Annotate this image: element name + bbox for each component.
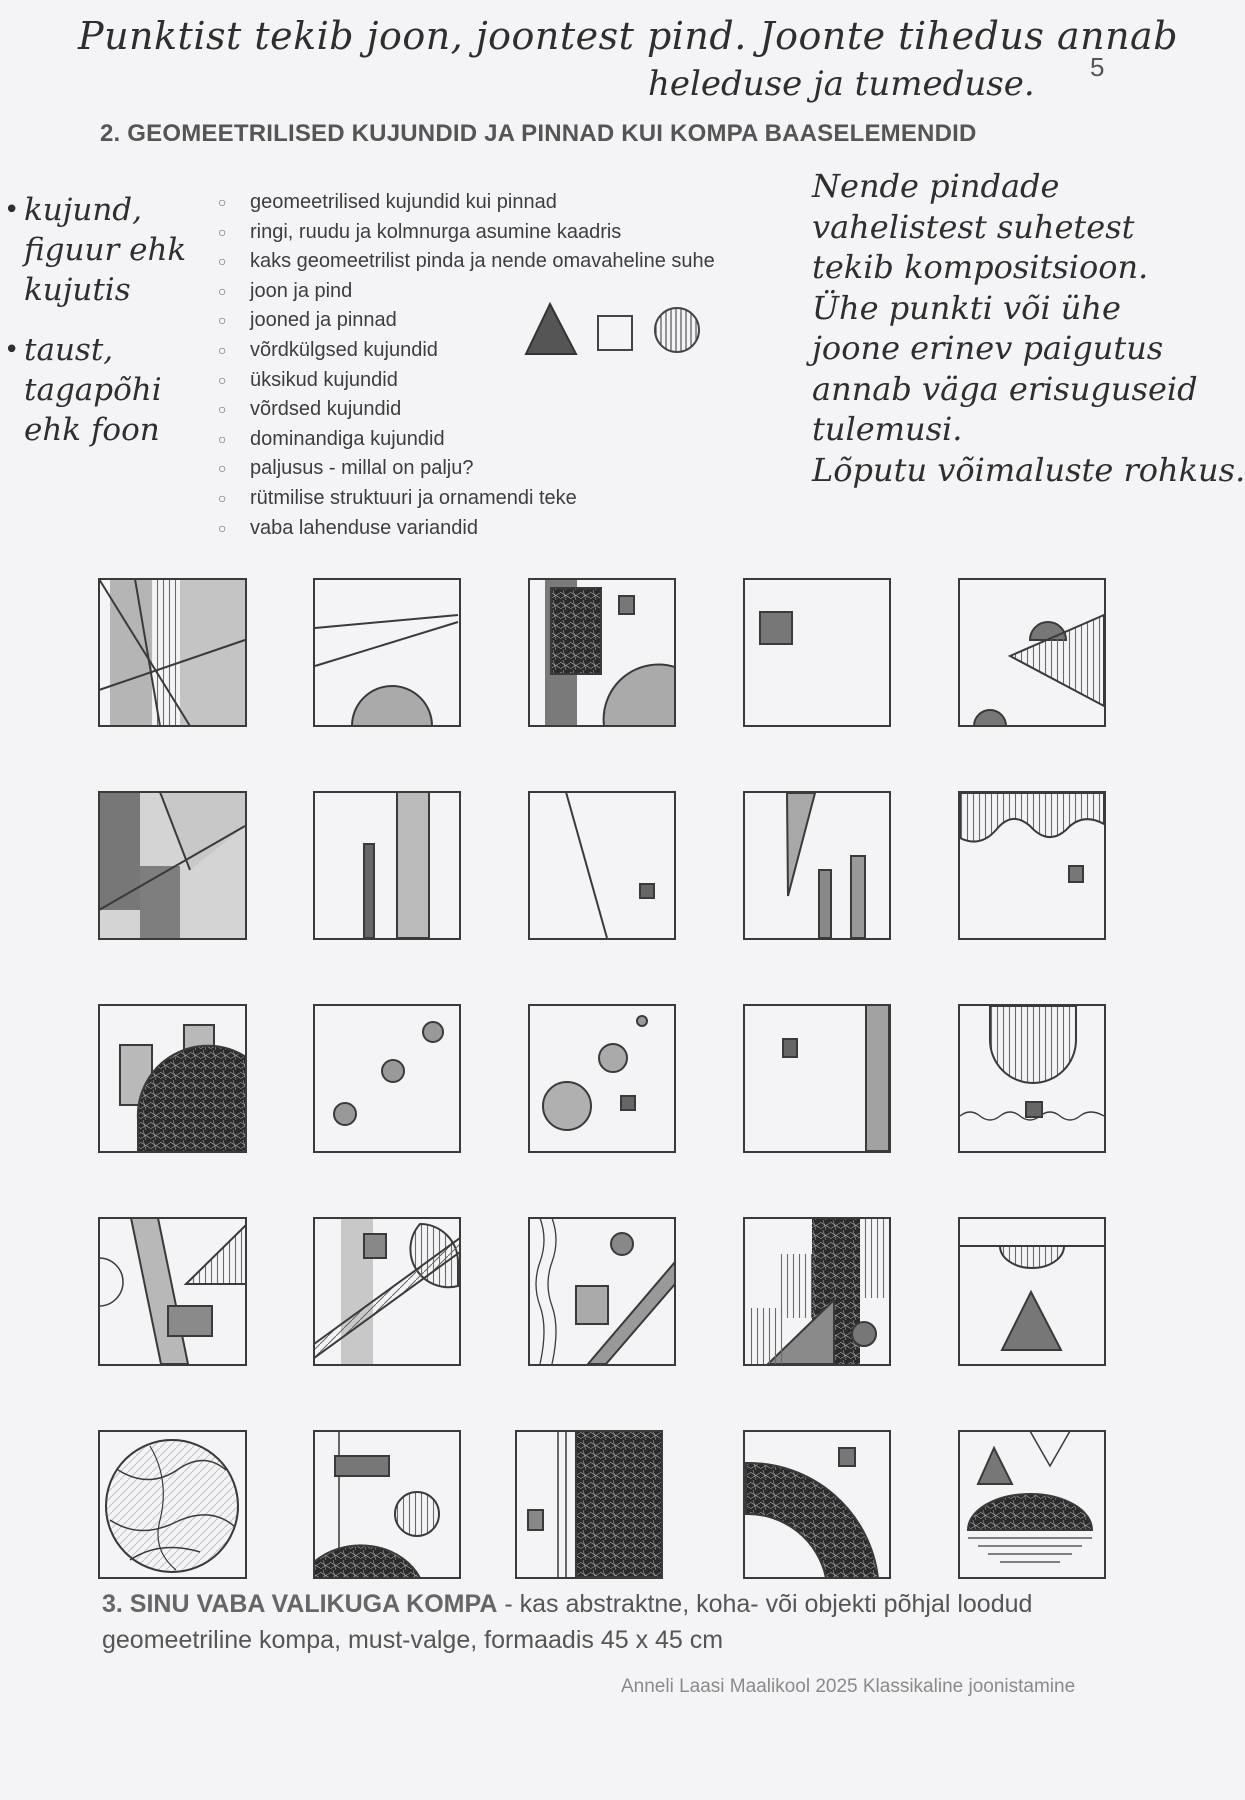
circle-bullet-icon: ○: [218, 371, 227, 388]
composition-1-5: [959, 579, 1105, 726]
composition-2-5: [959, 792, 1105, 939]
list-item-text: paljusus - millal on palju?: [250, 457, 474, 480]
right-note-line: Nende pindade: [812, 167, 1060, 205]
section-title: 2. GEOMEETRILISED KUJUNDID JA PINNAD KUI KOMPA BAASELEMENDID: [100, 120, 977, 147]
composition-4-2: [314, 1218, 460, 1365]
composition-5-4: [744, 1431, 890, 1578]
composition-5-1: [99, 1431, 246, 1578]
composition-3-1: [99, 1005, 246, 1152]
right-note-line: Ühe punkti või ühe: [812, 288, 1121, 327]
composition-3-4: [744, 1005, 890, 1152]
circle-bullet-icon: ○: [218, 341, 227, 358]
handwritten-note-top-line-2: heleduse ja tumeduse.: [648, 64, 1035, 104]
list-item-text: jooned ja pinnad: [250, 309, 397, 332]
composition-2-4: [744, 792, 890, 939]
list-item-text: dominandiga kujundid: [250, 427, 445, 450]
page-number: 5: [1090, 52, 1105, 82]
handwritten-note-top-line-1: Punktist tekib joon, joontest pind. Joonte tihedus annab: [78, 14, 1179, 58]
composition-1-3: [529, 579, 675, 726]
composition-4-3: [529, 1218, 675, 1365]
list-item-text: võrdkülgsed kujundid: [250, 338, 438, 361]
circle-bullet-icon: ○: [218, 282, 227, 299]
circle-bullet-icon: ○: [218, 223, 227, 240]
composition-5-2: [314, 1431, 460, 1578]
composition-3-2: [314, 1005, 460, 1152]
assignment-3-title: 3. SINU VABA VALIKUGA KOMPA: [102, 1590, 498, 1618]
composition-4-1: [99, 1218, 246, 1365]
composition-3-3: [529, 1005, 675, 1152]
margin-note-text: taust, tagapõhi ehk foon: [24, 332, 162, 448]
dot-bullet-icon: •: [4, 195, 20, 225]
right-note-line: tekib kompositsioon.: [812, 248, 1149, 286]
margin-note-text: kujund, figuur ehk kujutis: [24, 192, 187, 308]
composition-4-4: [744, 1218, 890, 1365]
composition-2-3: [529, 792, 675, 939]
right-note-line: Lõputu võimaluste rohkus.: [812, 450, 1245, 489]
composition-4-5: [959, 1218, 1105, 1365]
credit-line: Anneli Laasi Maalikool 2025 Klassikaline joonistamine: [621, 1676, 1076, 1697]
list-item-text: joon ja pind: [250, 279, 353, 302]
circle-bullet-icon: ○: [218, 489, 227, 506]
circle-bullet-icon: ○: [218, 430, 227, 447]
right-note-line: joone erinev paigutus: [812, 329, 1164, 367]
assignment-3-text: - kas abstraktne, koha- või objekti põhjal loodud geomeetriline kompa, must-valge, formaadis 45 x 45 cm: [102, 1590, 1033, 1654]
list-item-text: üksikud kujundid: [250, 368, 398, 391]
right-note-line: vahelistest suhetest: [812, 207, 1135, 246]
circle-bullet-icon: ○: [218, 401, 227, 418]
circle-bullet-icon: ○: [218, 460, 227, 477]
composition-1-2: [314, 579, 460, 726]
composition-2-1: [99, 792, 246, 939]
circle-bullet-icon: ○: [218, 519, 227, 536]
composition-5-5: [959, 1431, 1105, 1578]
dot-bullet-icon: •: [4, 335, 20, 365]
list-item-text: võrdsed kujundid: [250, 398, 402, 421]
list-item-text: vaba lahenduse variandid: [250, 516, 478, 539]
right-note-line: annab väga erisuguseid: [812, 369, 1198, 408]
list-item-text: ringi, ruudu ja kolmnurga asumine kaadris: [250, 220, 622, 243]
composition-1-1: [99, 579, 246, 726]
composition-3-5: [959, 1005, 1105, 1152]
list-item-text: geomeetrilised kujundid kui pinnad: [250, 191, 557, 213]
composition-5-3: [516, 1431, 662, 1578]
list-item-text: rütmilise struktuuri ja ornamendi teke: [250, 486, 577, 509]
circle-bullet-icon: ○: [218, 253, 227, 270]
composition-2-2: [314, 792, 460, 939]
right-note-line: tulemusi.: [812, 410, 963, 448]
assignment-3: [102, 1586, 1142, 1658]
list-item-text: kaks geomeetrilist pinda ja nende omavaheline suhe: [250, 250, 715, 273]
circle-bullet-icon: ○: [218, 312, 227, 329]
composition-1-4: [744, 579, 890, 726]
circle-bullet-icon: ○: [218, 194, 227, 210]
